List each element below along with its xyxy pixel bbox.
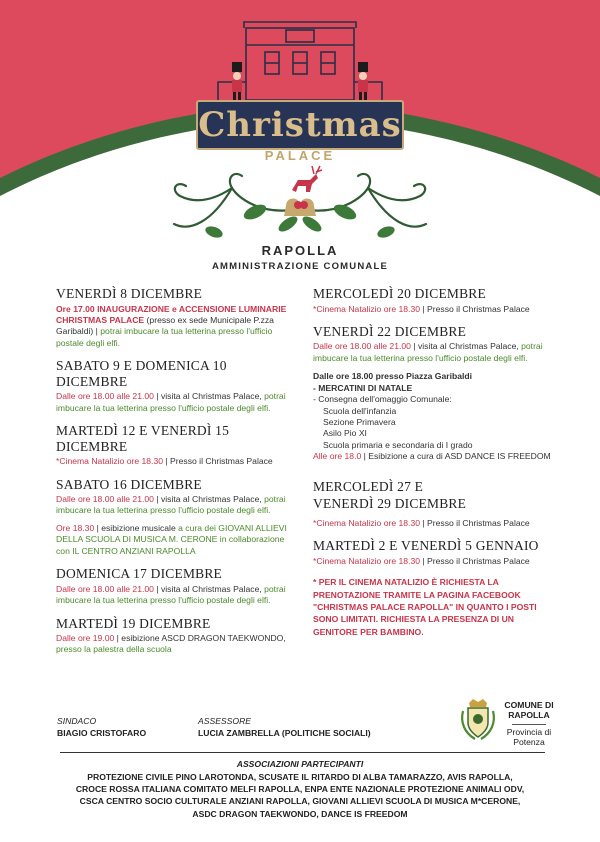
right-column bbox=[313, 286, 553, 638]
event-text: | Presso il Christmas Palace bbox=[420, 517, 530, 528]
event-date: SABATO 16 DICEMBRE bbox=[56, 476, 202, 492]
event-time: Alle ore 18.0 bbox=[313, 451, 362, 462]
title: Christmas bbox=[198, 105, 402, 145]
event-time: Ore 18.30 bbox=[56, 522, 95, 533]
event-time: Dalle ore 19.00 bbox=[56, 633, 115, 644]
event-date: MERCOLEDÌ 27 E bbox=[313, 478, 424, 494]
event-description bbox=[56, 584, 296, 607]
school-item: Sezione Primavera bbox=[323, 416, 396, 427]
event-note: potrai imbucare la tua letterina presso l'ufficio postale degli elfi. bbox=[56, 583, 286, 606]
cinema-note: * PER IL CINEMA NATALIZIO È RICHIESTA LA PRENOTAZIONE TRAMITE LA PAGINA FACEBOOK "CHRISTMAS PALACE RAPOLLA" IN QUANTO I POSTI SONO LIMITATI. RICHIESTA LA PRESENZA DI UN GENITORE PER BAMBINO. bbox=[313, 577, 537, 637]
event-date: VENERDÌ 8 DICEMBRE bbox=[56, 286, 203, 301]
event-date: SABATO 9 E DOMENICA 10 DICEMBRE bbox=[56, 358, 227, 389]
dance-line bbox=[313, 451, 553, 462]
assessore-signature bbox=[198, 716, 371, 739]
comune-label bbox=[500, 700, 558, 747]
association-line: CSCA CENTRO SOCIO CULTURALE ANZIANI RAPOLLA, GIOVANI ALLIEVI SCUOLA DI MUSICA M*CERONE, bbox=[79, 796, 521, 807]
comune-line4: Potenza bbox=[513, 736, 545, 747]
sindaco-role: SINDACO bbox=[57, 716, 97, 726]
consegna-line: - Consegna dell'omaggio Comunale: bbox=[313, 394, 452, 405]
event-note: potrai imbucare la tua letterina presso l'ufficio postale degli elfi. bbox=[56, 326, 273, 348]
event-text: | esibizione musicale bbox=[94, 522, 179, 533]
associations bbox=[40, 759, 560, 820]
event-date: VENERDÌ 22 DICEMBRE bbox=[313, 323, 467, 339]
associations-list bbox=[40, 771, 560, 820]
event-dec-16 bbox=[56, 477, 296, 558]
event-dec-22 bbox=[313, 324, 553, 463]
event-date-line2: VENERDÌ 29 DICEMBRE bbox=[313, 496, 467, 512]
footer-divider bbox=[60, 752, 545, 753]
event-text: (presso ex sede Municipale P.zza Garibaldi) | bbox=[56, 314, 274, 337]
event-dec-20 bbox=[313, 286, 553, 315]
event-date: DOMENICA 17 DICEMBRE bbox=[56, 566, 223, 582]
event-description bbox=[56, 456, 296, 467]
event-text: | visita al Christmas Palace, bbox=[410, 341, 522, 352]
event-note: potrai imbucare la tua letterina presso l'ufficio postale degli elfi. bbox=[56, 391, 286, 413]
event-time: *Cinema Natalizio ore 18.30 bbox=[313, 555, 421, 566]
school-item: Asilo Pio XI bbox=[323, 428, 367, 439]
event-description bbox=[313, 556, 553, 567]
event-text: | esibizione ASCD DRAGON TAEKWONDO, bbox=[114, 633, 286, 644]
event-date: MERCOLEDÌ 20 DICEMBRE bbox=[313, 286, 486, 301]
coat-of-arms-icon bbox=[459, 697, 497, 741]
event-jan-2-5 bbox=[313, 538, 553, 567]
event-note: potrai imbucare la tua letterina presso l'ufficio postale degli elfi. bbox=[313, 341, 543, 363]
event-description bbox=[56, 304, 296, 350]
event-time: Dalle ore 18.00 alle 21.00 bbox=[56, 583, 154, 594]
event-time: *Cinema Natalizio ore 18.30 bbox=[56, 456, 164, 467]
event-dec-27-29 bbox=[313, 479, 553, 529]
comune-line2: RAPOLLA bbox=[508, 710, 550, 721]
event-description bbox=[56, 633, 296, 656]
event-time: *Cinema Natalizio ore 18.30 bbox=[313, 303, 421, 314]
associations-heading: ASSOCIAZIONI PARTECIPANTI bbox=[236, 759, 364, 769]
assessore-role: ASSESSORE bbox=[198, 716, 252, 726]
event-text: | visita al Christmas Palace, bbox=[153, 583, 265, 594]
mercatini-line: - MERCATINI DI NATALE bbox=[313, 382, 413, 393]
event-time: Dalle ore 18.00 alle 21.00 bbox=[56, 494, 154, 505]
left-column bbox=[56, 286, 296, 665]
comune-line3: Provincia di bbox=[506, 726, 552, 737]
event-text: | Presso il Christmas Palace bbox=[420, 555, 530, 566]
event-dec-9-10 bbox=[56, 358, 296, 414]
event-text: | visita al Christmas Palace, bbox=[153, 391, 265, 402]
event-text: | Presso il Christmas Palace bbox=[420, 303, 530, 314]
title-banner bbox=[196, 100, 404, 150]
event-description bbox=[56, 391, 296, 414]
event-date: MARTEDÌ 2 E VENERDÌ 5 GENNAIO bbox=[313, 538, 539, 554]
event-time: *Cinema Natalizio ore 18.30 bbox=[313, 517, 421, 528]
subtitle: PALACE bbox=[264, 148, 336, 163]
piazza-line: Dalle ore 18.00 presso Piazza Garibaldi bbox=[313, 371, 473, 382]
event-dec-12-15 bbox=[56, 423, 296, 467]
administration: AMMINISTRAZIONE COMUNALE bbox=[211, 261, 389, 272]
event-dec-8 bbox=[56, 286, 296, 349]
sindaco-name: BIAGIO CRISTOFARO bbox=[57, 727, 147, 738]
event-date: MARTEDÌ 19 DICEMBRE bbox=[56, 615, 211, 631]
assessore-name: LUCIA ZAMBRELLA (POLITICHE SOCIALI) bbox=[198, 727, 371, 738]
event-description bbox=[56, 494, 296, 517]
town-name: RAPOLLA bbox=[261, 243, 339, 258]
association-line: ASDC DRAGON TAEKWONDO, DANCE IS FREEDOM bbox=[192, 808, 408, 819]
event-time: Ore 17.00 INAUGURAZIONE e ACCENSIONE LUMINARIE CHRISTMAS PALACE bbox=[56, 303, 287, 325]
association-line: PROTEZIONE CIVILE PINO LAROTONDA, SCUSATE IL RITARDO DI ALBA TAMARAZZO, AVIS RAPOLLA, bbox=[87, 772, 513, 782]
event-description bbox=[313, 341, 553, 364]
event-date: MARTEDÌ 12 E VENERDÌ 15 DICEMBRE bbox=[56, 423, 230, 454]
event-extra bbox=[56, 523, 296, 557]
event-text: | visita al Christmas Palace, bbox=[153, 494, 265, 505]
comune-divider bbox=[512, 724, 546, 725]
comune-line1: COMUNE DI bbox=[504, 700, 554, 710]
event-note: a cura dei GIOVANI ALLIEVI DELLA SCUOLA DI MUSICA M. CERONE in collaborazione con IL CENTRO ANZIANI RAPOLLA bbox=[56, 522, 287, 556]
event-time: Dalle ore 18.00 alle 21.00 bbox=[56, 391, 154, 402]
event-text: | Esibizione a cura di ASD DANCE IS FREEDOM bbox=[361, 451, 551, 462]
association-line: CROCE ROSSA ITALIANA COMITATO MELFI RAPOLLA, ENPA ENTE NAZIONALE PROTEZIONE ANIMALI ODV, bbox=[75, 784, 525, 795]
header bbox=[0, 0, 600, 250]
event-dec-19 bbox=[56, 616, 296, 656]
event-description bbox=[313, 518, 553, 529]
event-text: | Presso il Christmas Palace bbox=[163, 456, 273, 467]
event-note: potrai imbucare la tua letterina presso l'ufficio postale degli elfi. bbox=[56, 494, 286, 516]
school-item: Scuola primaria e secondaria di I grado bbox=[323, 439, 473, 450]
event-note: presso la palestra della scuola bbox=[56, 644, 172, 655]
school-item: Scuola dell'infanzia bbox=[323, 405, 397, 416]
event-dec-17 bbox=[56, 566, 296, 606]
event-time: Dalle ore 18.00 alle 21.00 bbox=[313, 341, 411, 352]
event-description bbox=[313, 304, 553, 315]
sindaco-signature bbox=[57, 716, 146, 739]
